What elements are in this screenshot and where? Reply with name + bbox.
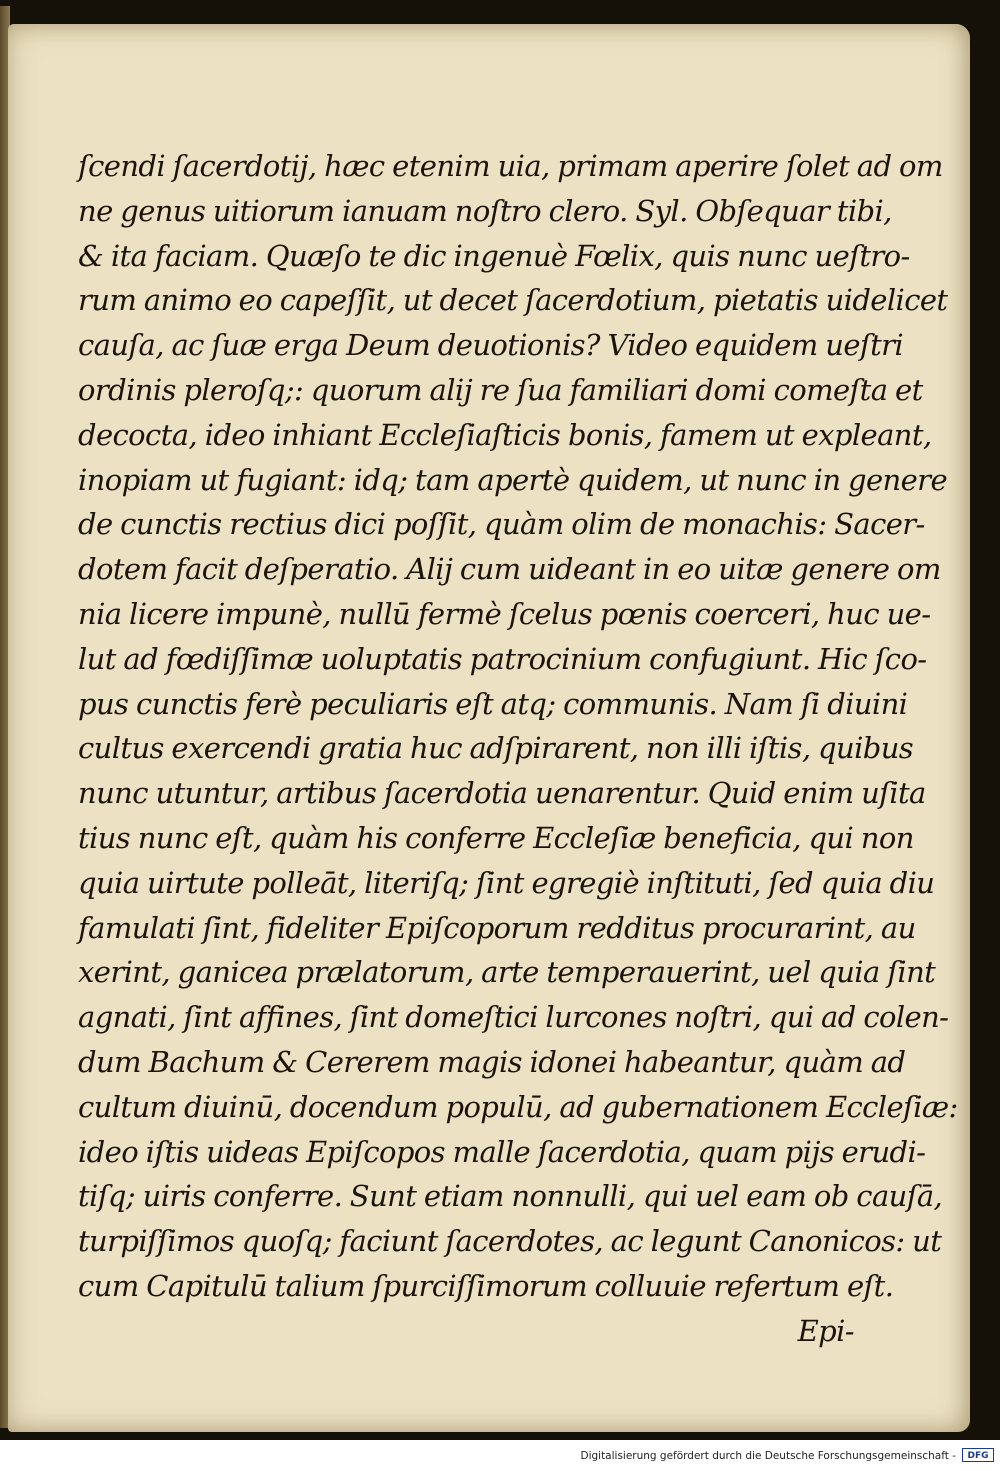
- text-line: cultus exercendi gratia huc adſpirarent, non illi iſtis, quibus: [78, 731, 914, 766]
- page-text: [78, 144, 958, 1354]
- text-line: ne genus uitiorum ianuam noſtro clero. Syl. Obſequar tibi,: [78, 193, 892, 228]
- text-line: turpiſſimos quoſq; faciunt ſacerdotes, ac legunt Canonicos: ut: [78, 1224, 942, 1259]
- text-line: rum animo eo capeſſit, ut decet ſacerdotium, pietatis uidelicet: [78, 283, 948, 318]
- text-line: cauſa, ac ſuæ erga Deum deuotionis? Video equidem ueſtri: [78, 328, 904, 363]
- text-line: decocta, ideo inhiant Eccleſiaſticis bonis, famem ut expleant,: [78, 417, 932, 452]
- text-line: nunc utuntur, artibus ſacerdotia uenarentur. Quid enim uſita: [78, 776, 926, 811]
- text-line: famulati ſint, fideliter Epiſcoporum redditus procurarint, au: [78, 910, 916, 945]
- catchword: Epi-: [797, 1313, 854, 1348]
- text-line: ordinis pleroſq;: quorum alij re ſua familiari domi comeſta et: [78, 372, 923, 407]
- funding-credit: Digitalisierung gefördert durch die Deutsche Forschungsgemeinschaft -: [580, 1450, 956, 1462]
- text-line: quia uirtute polleāt, literiſq; ſint egregiè inſtituti, ſed quia diu: [78, 865, 935, 900]
- text-line: ideo iſtis uideas Epiſcopos malle ſacerdotia, quam pijs erudi-: [78, 1134, 926, 1169]
- dfg-logo-icon: DFG: [962, 1448, 994, 1462]
- text-line: cultum diuinū, docendum populū, ad gubernationem Eccleſiæ:: [78, 1089, 958, 1124]
- text-line: tius nunc eſt, quàm his conferre Eccleſiæ beneficia, qui non: [78, 820, 914, 855]
- text-line: inopiam ut fugiant: idq; tam apertè quidem, ut nunc in genere: [78, 462, 948, 497]
- book-page: [8, 24, 970, 1432]
- text-line: & ita faciam. Quæſo te dic ingenuè Fœlix, quis nunc ueſtro-: [78, 238, 910, 273]
- text-line: agnati, ſint affines, ſint domeſtici lurcones noſtri, qui ad colen-: [78, 1000, 949, 1035]
- footer-bar: [0, 1440, 1000, 1471]
- text-line: dum Bachum & Cererem magis idonei habeantur, quàm ad: [78, 1044, 906, 1079]
- text-line: tiſq; uiris conferre. Sunt etiam nonnulli, qui uel eam ob cauſā,: [78, 1179, 943, 1214]
- text-line: ſcendi ſacerdotij, hæc etenim uia, primam aperire ſolet ad om: [78, 149, 943, 183]
- text-line: cum Capitulū talium ſpurciſſimorum colluuie refertum eſt.: [78, 1268, 894, 1303]
- text-line: de cunctis rectius dici poſſit, quàm olim de monachis: Sacer-: [78, 507, 925, 542]
- text-line: lut ad fœdiſſimæ uoluptatis patrocinium confugiunt. Hic ſco-: [78, 641, 927, 676]
- text-line: pus cunctis ferè peculiaris eſt atq; communis. Nam ſi diuini: [78, 686, 908, 721]
- text-line: nia licere impunè, nullū fermè ſcelus pœnis coerceri, huc ue-: [78, 596, 931, 631]
- text-line: dotem facit deſperatio. Alij cum uideant in eo uitæ genere om: [78, 552, 941, 587]
- text-line: xerint, ganicea prælatorum, arte temperauerint, uel quia ſint: [78, 955, 936, 990]
